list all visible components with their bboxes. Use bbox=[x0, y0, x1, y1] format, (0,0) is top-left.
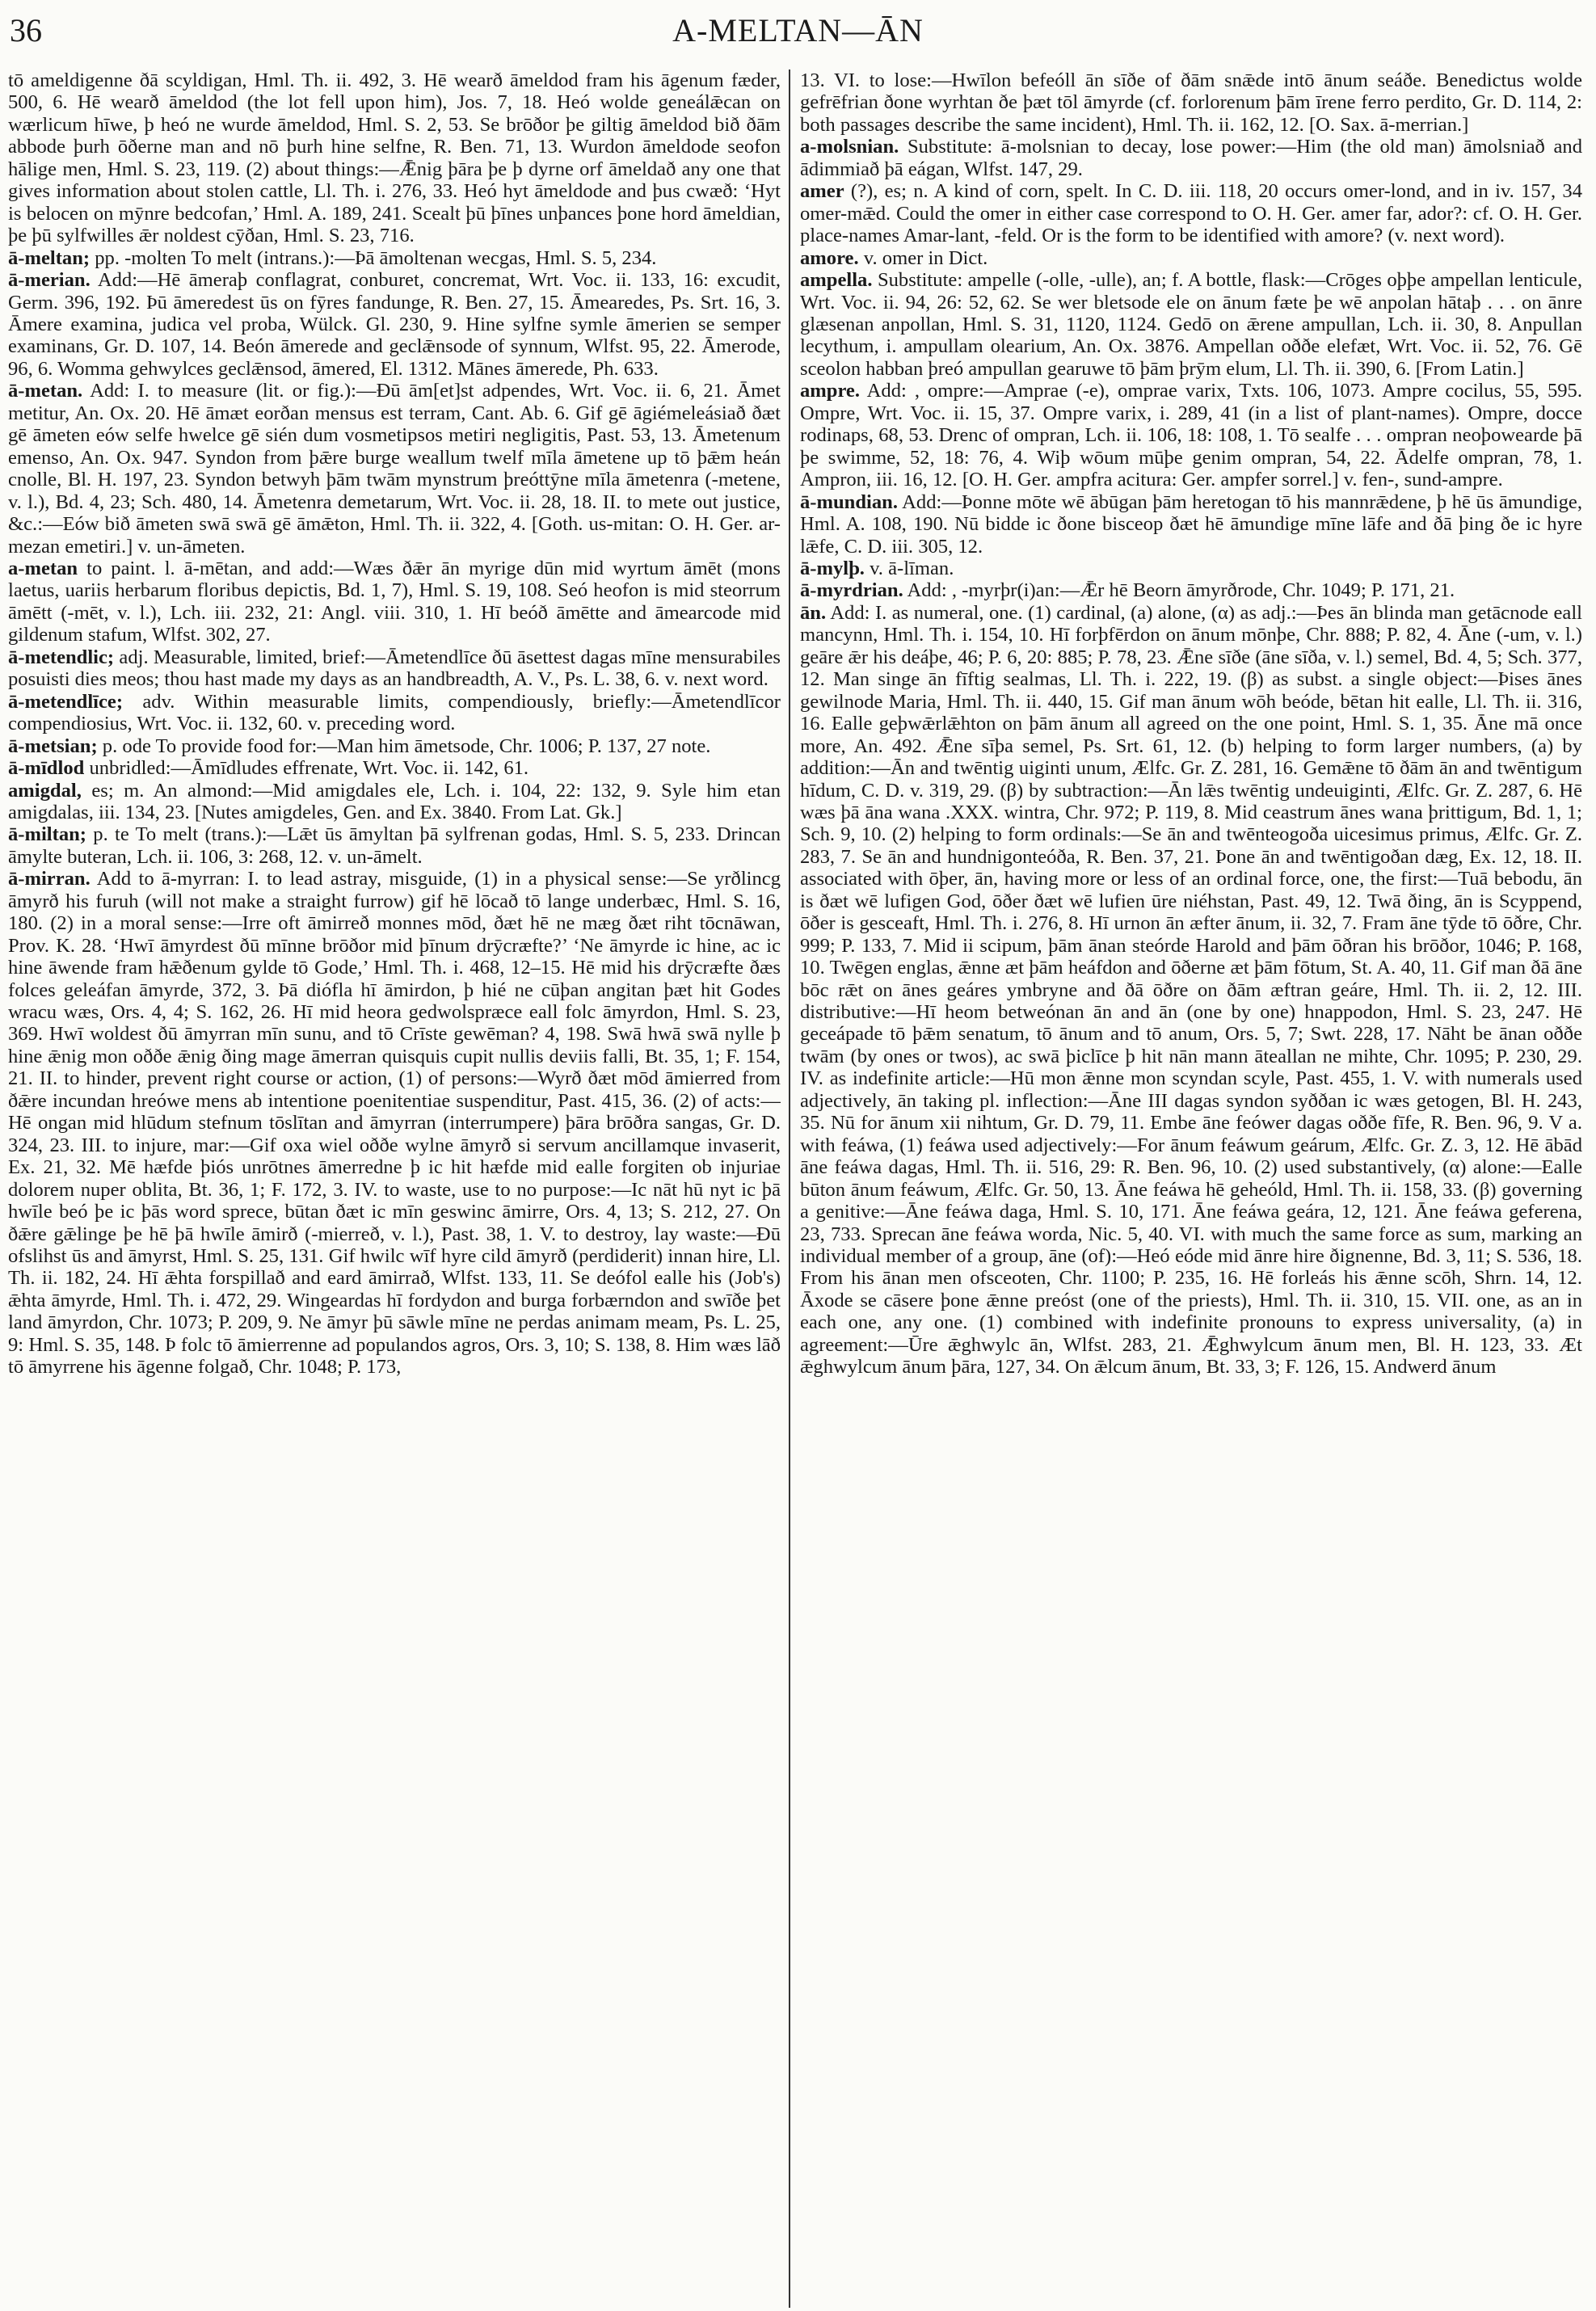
dictionary-entry bbox=[8, 269, 781, 380]
left-column bbox=[8, 69, 781, 2308]
entry-text: adv. Within measurable limits, compendiously, briefly:—Āmetendlīcor compendiosius, Wrt. Voc. ii. 132, 60. v. preceding word. bbox=[8, 690, 781, 735]
entry-text: Add: I. to measure (lit. or fig.):—Ðū ām[et]st adpendes, Wrt. Voc. ii. 6, 21. Āmet metitur, An. Ox. 20. Hē āmæt eorðan mensus est terram, Cant. Ab. 6. Gif gē āgiémeleásiað ðæt gē āmeten eów selfe hwelce gē sién dum vosmetipsos metiri negligitis, Past. 53, 13. Āmetenum emenso, An. Ox. 947. Syndon from þǣre burge weallum twelf mīla āmetene up tō þǣm heán cnolle, Bl. H. 197, 23. Syndon betwyh þām twām mynstrum þreóttȳne mīla āmetenra (-metene, v. l.), Bd. 4, 23; Sch. 480, 14. Āmetenra demetarum, Wrt. Voc. ii. 28, 18. II. to mete out justice, &c.:—Eów bið āmeten swā swā gē āmǣton, Hml. Th. ii. 322, 4. [Goth. us-mitan: O. H. Ger. ar-mezan emetiri.] v. un-āmeten. bbox=[8, 380, 781, 558]
dictionary-entry bbox=[8, 69, 781, 247]
entry-text: pp. -molten To melt (intrans.):—Þā āmoltenan wecgas, Hml. S. 5, 234. bbox=[90, 246, 657, 269]
entry-text: tō ameldigenne ðā scyldigan, Hml. Th. ii. 492, 3. Hē wearð āmeldod fram his āgenum fæder, 500, 6. Hē wearð āmeldod (the lot fell upon him), Jos. 7, 18. Heó wolde geneálǣcan on wærlicum hīwe, þ heó ne wurde āmeldod, Hml. S. 2, 53. Se brōðor þe giltig āmeldod bið ðām abbode þurh ōðerne man and nō þurh hine selfne, R. Ben. 71, 13. Wurdon āmeldode seofon hālige men, Hml. S. 23, 119. (2) about things:—Ǣnig þāra þe þ dyrne orf āmeldað any one that gives information about stolen cattle, Ll. Th. i. 276, 33. Heó hyt āmeldode and þus cwæð: ‘Hyt is belocen on mȳnre bedcofan,’ Hml. A. 189, 241. Scealt þū þīnes unþances þone hord āmeldian, þe þū sylfwilles ǣr noldest cȳðan, Hml. S. 23, 716. bbox=[8, 69, 781, 247]
dictionary-entry bbox=[800, 380, 1582, 490]
entry-text: to paint. l. ā-mētan, and add:—Wæs ðǣr ān myrige dūn mid wyrtum āmēt (mons laetus, uariis herbarum floribus depictis, Bd. 1, 7), Hml. S. 19, 108. Seó heofon is mid steorrum āmētt (-mēt, v. l.), Lch. iii. 232, 21: Angl. viii. 310, 1. Hī beóð āmētte and āmearcode mid gildenum stafum, Wlfst. 302, 27. bbox=[8, 557, 781, 646]
entry-headword: ā-metsian; bbox=[8, 735, 98, 757]
entry-headword: ā-mīdlod bbox=[8, 757, 85, 780]
entry-text: Add to ā-myrran: I. to lead astray, misguide, (1) in a physical sense:—Se yrðlincg āmyrð his furuh (will not make a straight furrow) gif hē lōcað tō lange underbæc, Hml. S. 16, 180. (2) in a moral sense:—Irre oft āmirreð monnes mōd, ðæt hē ne mæg ðæt riht tōcnāwan, Prov. K. 28. ‘Hwī āmyrdest ðū mīnne brōðor mid þīnum drȳcræfte?’ ‘Ne āmyrde ic hine, ac ic hine āwende fram hǣðenum gylde tō Gode,’ Hml. Th. i. 468, 12–15. Hē mid his drȳcræfte ðæs folces geleáfan āmyrde, 372, 3. Þā dióflа hī āmirdon, þ hié ne cūþan angitan þæt hit Godes wracu wæs, Ors. 4, 4; S. 162, 26. Hī mid heora gedwolspræce eall folc āmyrdon, Hml. S. 23, 369. Hwī woldest ðū āmyrran mīn sunu, and tō Crīste gewēman? 4, 198. Swā hwā swā nylle þ hine ǣnig mon oððe ǣnig ðing mage āmerran quisquis cupit nullis deviis falli, Bt. 35, 1; F. 154, 21. II. to hinder, prevent right course or action, (1) of persons:—Wyrð ðæt mōd āmierred from ðǣre incundan hreówe mens ab intentione poenitentiae suspenditur, Past. 415, 36. (2) of acts:—Hē ongan mid hlūdum stefnum tōslītan and āmyrran (interrumpere) þāra brōðra sangas, Gr. D. 324, 23. III. to injure, mar:—Gif oxa wiel oððe wylne āmyrð si servum ancillamque invaserit, Ex. 21, 32. Mē hæfde þiós unrōtnes āmerredne þ ic hit hæfde mid ealle forgiten ob injuriae dolorem nuper oblita, Bt. 36, 1; F. 172, 3. IV. to waste, use to no purpose:—Ic nāt hū nyt ic þā hwīle beó þe ic þās word sprece, būtan ðæt ic mīn geswinc āmirre, Ors. 4, 13; S. 212, 27. On ðǣre gǣlinge þe hē þā hwīle āmirð (-mierreð, v. l.), Past. 38, 1. V. to destroy, lay waste:—Ðū ofslihst ūs and āmyrst, Hml. S. 25, 131. Gif hwilc wīf hyre cild āmyrð (perdiderit) innan hire, Ll. Th. ii. 182, 24. Hī ǣhta forspillað and eard āmirrað, Wlfst. 133, 11. Se deófol ealle his (Job's) ǣhta āmyrde, Hml. Th. i. 472, 29. Wingeardas hī fordydon and burga forbærndon and swīðe þet land āmyrdon, Chr. 1073; P. 209, 9. Ne āmyr þū sāwle mīne ne perdas animam meam, Ps. L. 25, 9: Hml. S. 35, 148. Þ folc tō āmierrenne ad populandos agros, Ors. 3, 10; S. 138, 8. Him wæs lāð tō āmyrrene his āgenne folgað, Chr. 1048; P. 173, bbox=[8, 868, 781, 1379]
dictionary-entry bbox=[8, 823, 781, 868]
dictionary-entry bbox=[800, 69, 1582, 136]
page-header bbox=[8, 6, 1588, 63]
dictionary-entry bbox=[800, 602, 1582, 1379]
dictionary-entry bbox=[8, 380, 781, 558]
entry-text: unbridled:—Āmīdludes effrenate, Wrt. Voc. ii. 142, 61. bbox=[84, 757, 529, 780]
entry-headword: ā-merian. bbox=[8, 269, 91, 292]
entry-text: 13. VI. to lose:—Hwīlon befeóll ān sīðe of ðām snǣde intō ānum seáðe. Benedictus wolde gefrēfrian ðone wyrhtan ðe þæt tōl āmyrde (cf. forlorenum þām īrene ferro perdito, Gr. D. 114, 2: both passages describe the same incident), Hml. Th. ii. 162, 12. [O. Sax. ā-merrian.] bbox=[800, 69, 1582, 136]
dictionary-entry bbox=[800, 247, 1582, 269]
entry-text: Substitute: ā-molsnian to decay, lose power:—Him (the old man) āmolsniað and ādimmiað þā eágan, Wlfst. 147, 29. bbox=[800, 136, 1582, 180]
entry-headword: a-molsnian. bbox=[800, 136, 899, 158]
entry-text: Add: , ompre:—Amprae (-e), omprae varix, Txts. 106, 1073. Ampre cocilus, 55, 595. Ompre, Wrt. Voc. ii. 15, 37. Ompre varix, i. 289, 41 (in a list of plant-names). Ompre, docce rodinaps, 68, 53. Drenc of ompran, Lch. ii. 106, 18: 108, 1. Tō sealfe . . . ompran neoþowearde þā þe swimme, 52, 18: 76, 4. Wiþ wōum mūþe genim ompran, 54, 22. Ādelfe ompran, 78, 1. Ampron, iii. 16, 12. [O. H. Ger. ampfra acitura: Ger. ampfer sorrel.] v. fen-, sund-ampre. bbox=[800, 380, 1582, 491]
entry-headword: ā-metendlic; bbox=[8, 646, 115, 668]
entry-headword: ā-miltan; bbox=[8, 823, 86, 846]
entry-text: v. omer in Dict. bbox=[858, 246, 988, 269]
entry-headword: ā-myrdrian. bbox=[800, 579, 903, 602]
dictionary-entry bbox=[8, 558, 781, 646]
entry-text: Add: I. as numeral, one. (1) cardinal, (a) alone, (α) as adj.:—Þes ān blinda man getācnode eall mancynn, Hml. Th. i. 154, 10. Hī forþfērdon on ānum mōnþe, Chr. 888; P. 82, 4. Āne (-um, v. l.) geāre ǣr his deáþe, 46; P. 6, 20: 885; P. 78, 23. Ǣne sīðe (āne sīða, v. l.) semel, Bd. 4, 5; Sch. 377, 12. Man singe ān fīftig sealmas, Ll. Th. i. 222, 19. (β) as subst. a single object:—Þises ānes gewilnode Maria, Hml. Th. ii. 440, 15. Gif man ānum wōh beóde, bētan hit ealle, Ll. Th. ii. 316, 16. Ealle geþwǣrlǣhton on þām ānum all agreed on the one point, Hml. S. 1, 35. Āne mā once more, An. 492. Ǣne sīþa semel, Ps. Srt. 61, 12. (b) helping to form larger numbers, (a) by addition:—Ān and twēntig uiginti unum, Ælfc. Gr. Z. 281, 16. Gemǣne tō ðām ān and twēntigum hīdum, C. D. v. 319, 29. (β) by subtraction:—Ān lǣs twēntig undeuiginti, Ælfc. Gr. Z. 287, 6. Hē wæs þā āna wana .XXX. wintra, Chr. 972; P. 119, 8. Mid ceastrum ānes wana þrittigum, Bd. 1, 1; Sch. 9, 10. (2) helping to form ordinals:—Se ān and twēnteogoða uicesimus primus, Ælfc. Gr. Z. 283, 7. Se ān and hundnigonteóða, R. Ben. 37, 21. Þone ān and twēntigoðan dæg, Ex. 12, 18. II. associated with ōþer, ān, having more or less of an ordinal force, one, the first:—Tuā bebodu, ān is ðæt wē lufigen God, ōðer ðæt wē lufien ūre niéhstan, Past. 49, 12. Twā ðing, ān is Scyppend, ōðer is gesceaft, Hml. Th. i. 276, 8. Hī urnon ān æfter ānum, ii. 32, 7. Fram āne tȳde tō ōðre, Chr. 999; P. 133, 7. Mid ii scipum, þām ānan steórde Harold and þām ōðran his brōðor, 1046; P. 168, 10. Twēgen englas, ǣnne æt þām heáfdon and ōðerne æt þām fōtum, St. A. 40, 11. Gif man ðā āne bōc rǣt on ānes geáres ymbryne and ðā ōðre on ðām æftran geáre, Hml. Th. ii. 2, 12. III. distributive:—Hī heom betweónan ān and ān (one by one) hnappodon, Hml. S. 23, 247. Hē geceápade tō þǣm senatum, tō ānum and tō anum, Ors. 5, 7; Swt. 228, 17. Nāht be ānan oððe twām (by ones or twos), ac swā þiclīce þ hit nān mann āteallan ne mihte, Chr. 1095; P. 230, 29. IV. as indefinite article:—Hū mon ǣnne mon scyndan scyle, Past. 455, 1. V. with numerals used adjectively, ān taking pl. inflection:—Āne III dagas syndon syððan ic wæs getogen, Bl. H. 243, 35. Nū for ānum xii nihtum, Gr. D. 79, 11. Embe āne feówer dagas oððe fīfe, R. Ben. 96, 9. V a. with feáwa, (1) feáwa used adjectively:—For ānum feáwum geárum, Ælfc. Gr. Z. 3, 12. Hē ābād āne feáwa dagas, Hml. Th. ii. 516, 29: R. Ben. 96, 10. (2) used substantively, (α) alone:—Ealle būton ānum feáwum, Ælfc. Gr. 50, 13. Āne feáwa hē geheóld, Hml. Th. ii. 158, 33. (β) governing a genitive:—Āne feáwa daga, Hml. S. 10, 171. Āne feáwa geára, 12, 121. Āne feáwa geferena, 23, 733. Sprecan āne feáwa worda, Nic. 5, 40. VI. with much the same force as sum, marking an individual member of a group, āne (of):—Heó eóde mid ānre hire ðignenne, Bd. 3, 11; S. 536, 18. From his ānan men ofsceoten, Chr. 1100; P. 235, 16. Hē forleás his ǣnne scōh, Shrn. 14, 12. Āxode se cāsere þone ǣnne preóst (one of the priests), Hml. Th. ii. 310, 15. VII. one, as an in each one, any one. (1) combined with indefinite pronouns to express universality, (a) in agreement:—Ūre ǣghwylc ān, Wlfst. 283, 21. Ǣghwylcum ānum men, Bl. H. 123, 33. Æt ǣghwylcum ānum þāra, 127, 34. On ǣlcum ānum, Bt. 33, 3; F. 126, 15. Andwerd ānum bbox=[800, 601, 1582, 1379]
entry-headword: ā-mundian. bbox=[800, 490, 898, 513]
entry-headword: ā-metan. bbox=[8, 380, 83, 402]
entry-text: es; m. An almond:—Mid amigdales ele, Lch. i. 104, 22: 132, 9. Syle him etan amigdalas, iii. 134, 23. [Nutes amigdeles, Gen. and Ex. 3840. From Lat. Gk.] bbox=[8, 779, 781, 823]
entry-text: Substitute: ampelle (-olle, -ulle), an; f. A bottle, flask:—Crōges oþþe ampellan lenticule, Wrt. Voc. ii. 94, 26: 52, 62. Se wer bletsode ele on ānum fæte þe wē anpolan hātaþ . . . on ānre glæsenan anpollan, Hml. S. 31, 1120, 1124. Gedō on ǣrene ampullan, Lch. ii. 30, 8. Anpullan lecythum, i. ampullam olearium, An. Ox. 3876. Ampellan oððe elefæt, Wrt. Voc. ii. 52, 76. Gē sceolon habban þreó ampullan gearuwe tō þām þrȳm elum, Ll. Th. ii. 390, 6. [From Latin.] bbox=[800, 269, 1582, 380]
entry-headword: amore. bbox=[800, 246, 859, 269]
entry-text: Add:—Þonne mōte wē ābūgan þām heretogan tō his mannrǣdene, þ hē ūs āmundige, Hml. A. 108, 190. Nū bidde ic ðone bisceop ðæt hē āmundige mīne lāfe and ðā þing ðe ic hyre lǣfe, C. D. iii. 305, 12. bbox=[800, 490, 1582, 558]
running-title: A-MELTAN—ĀN bbox=[672, 12, 924, 48]
entry-headword: ān. bbox=[800, 601, 827, 624]
dictionary-entry bbox=[800, 136, 1582, 180]
dictionary-entry bbox=[8, 735, 781, 757]
entry-text: v. ā-līman. bbox=[864, 557, 954, 579]
entry-headword: ampre. bbox=[800, 380, 860, 402]
entry-headword: ā-mylþ. bbox=[800, 557, 865, 579]
entry-headword: amigdal, bbox=[8, 779, 82, 802]
dictionary-entry bbox=[8, 247, 781, 269]
entry-headword: ā-mirran. bbox=[8, 868, 91, 890]
dictionary-entry bbox=[8, 780, 781, 824]
dictionary-entry bbox=[800, 491, 1582, 558]
dictionary-entry bbox=[800, 180, 1582, 246]
entry-headword: amer bbox=[800, 180, 844, 203]
dictionary-entry bbox=[800, 579, 1582, 601]
dictionary-entry bbox=[8, 646, 781, 691]
entry-text: p. te To melt (trans.):—Lǣt ūs āmyltan þā sylfrenan godas, Hml. S. 5, 233. Drincan āmylte buteran, Lch. ii. 106, 3: 268, 12. v. un-āmelt. bbox=[8, 823, 781, 868]
dictionary-entry bbox=[8, 757, 781, 779]
entry-headword: ā-meltan; bbox=[8, 246, 91, 269]
dictionary-entry bbox=[800, 269, 1582, 380]
entry-text: Add:—Hē āmeraþ conflagrat, conburet, concremat, Wrt. Voc. ii. 133, 16: excudit, Germ. 396, 192. Þū āmeredest ūs on fȳres fandunge, R. Ben. 27, 15. Āmearedes, Ps. Srt. 16, 3. Āmere examina, judica vel proba, Wülck. Gl. 230, 9. Hine sylfne symle āmerien se semper examinans, Gr. D. 107, 14. Beón āmerede and geclǣnsode of synnum, Wlfst. 95, 22. Āmerode, 96, 6. Womma gehwylces geclǣnsod, āmered, El. 1312. Mānes āmerede, Ph. 633. bbox=[8, 269, 781, 380]
entry-text: adj. Measurable, limited, brief:—Āmetendlīce ðū āsettest dagas mīne mensurabiles posuisti dies meos; thou hast made my days as an handbreadth, A. V., Ps. L. 38, 6. v. next word. bbox=[8, 646, 781, 691]
column-divider bbox=[789, 69, 790, 2308]
entry-text: Add: , -myrþr(i)an:—Ǣr hē Beorn āmyrðrode, Chr. 1049; P. 171, 21. bbox=[903, 579, 1455, 602]
entry-headword: ā-metendlīce; bbox=[8, 690, 124, 713]
right-column bbox=[800, 69, 1582, 2308]
page-number: 36 bbox=[10, 12, 42, 48]
entry-text: p. ode To provide food for:—Man him āmetsode, Chr. 1006; P. 137, 27 note. bbox=[97, 735, 711, 757]
dictionary-entry bbox=[8, 868, 781, 1378]
entry-headword: a-metan bbox=[8, 557, 78, 579]
dictionary-entry bbox=[8, 691, 781, 735]
entry-headword: ampella. bbox=[800, 269, 873, 292]
entry-text: (?), es; n. A kind of corn, spelt. In C. D. iii. 118, 20 occurs omer-lond, and in iv. 157, 34 omer-mǣd. Could the omer in either case correspond to O. H. Ger. amer far, ador?: cf. O. H. Ger. place-names Amar-lant, -feld. Or is the form to be identified with amore? (v. next word). bbox=[800, 180, 1582, 247]
dictionary-entry bbox=[800, 558, 1582, 579]
